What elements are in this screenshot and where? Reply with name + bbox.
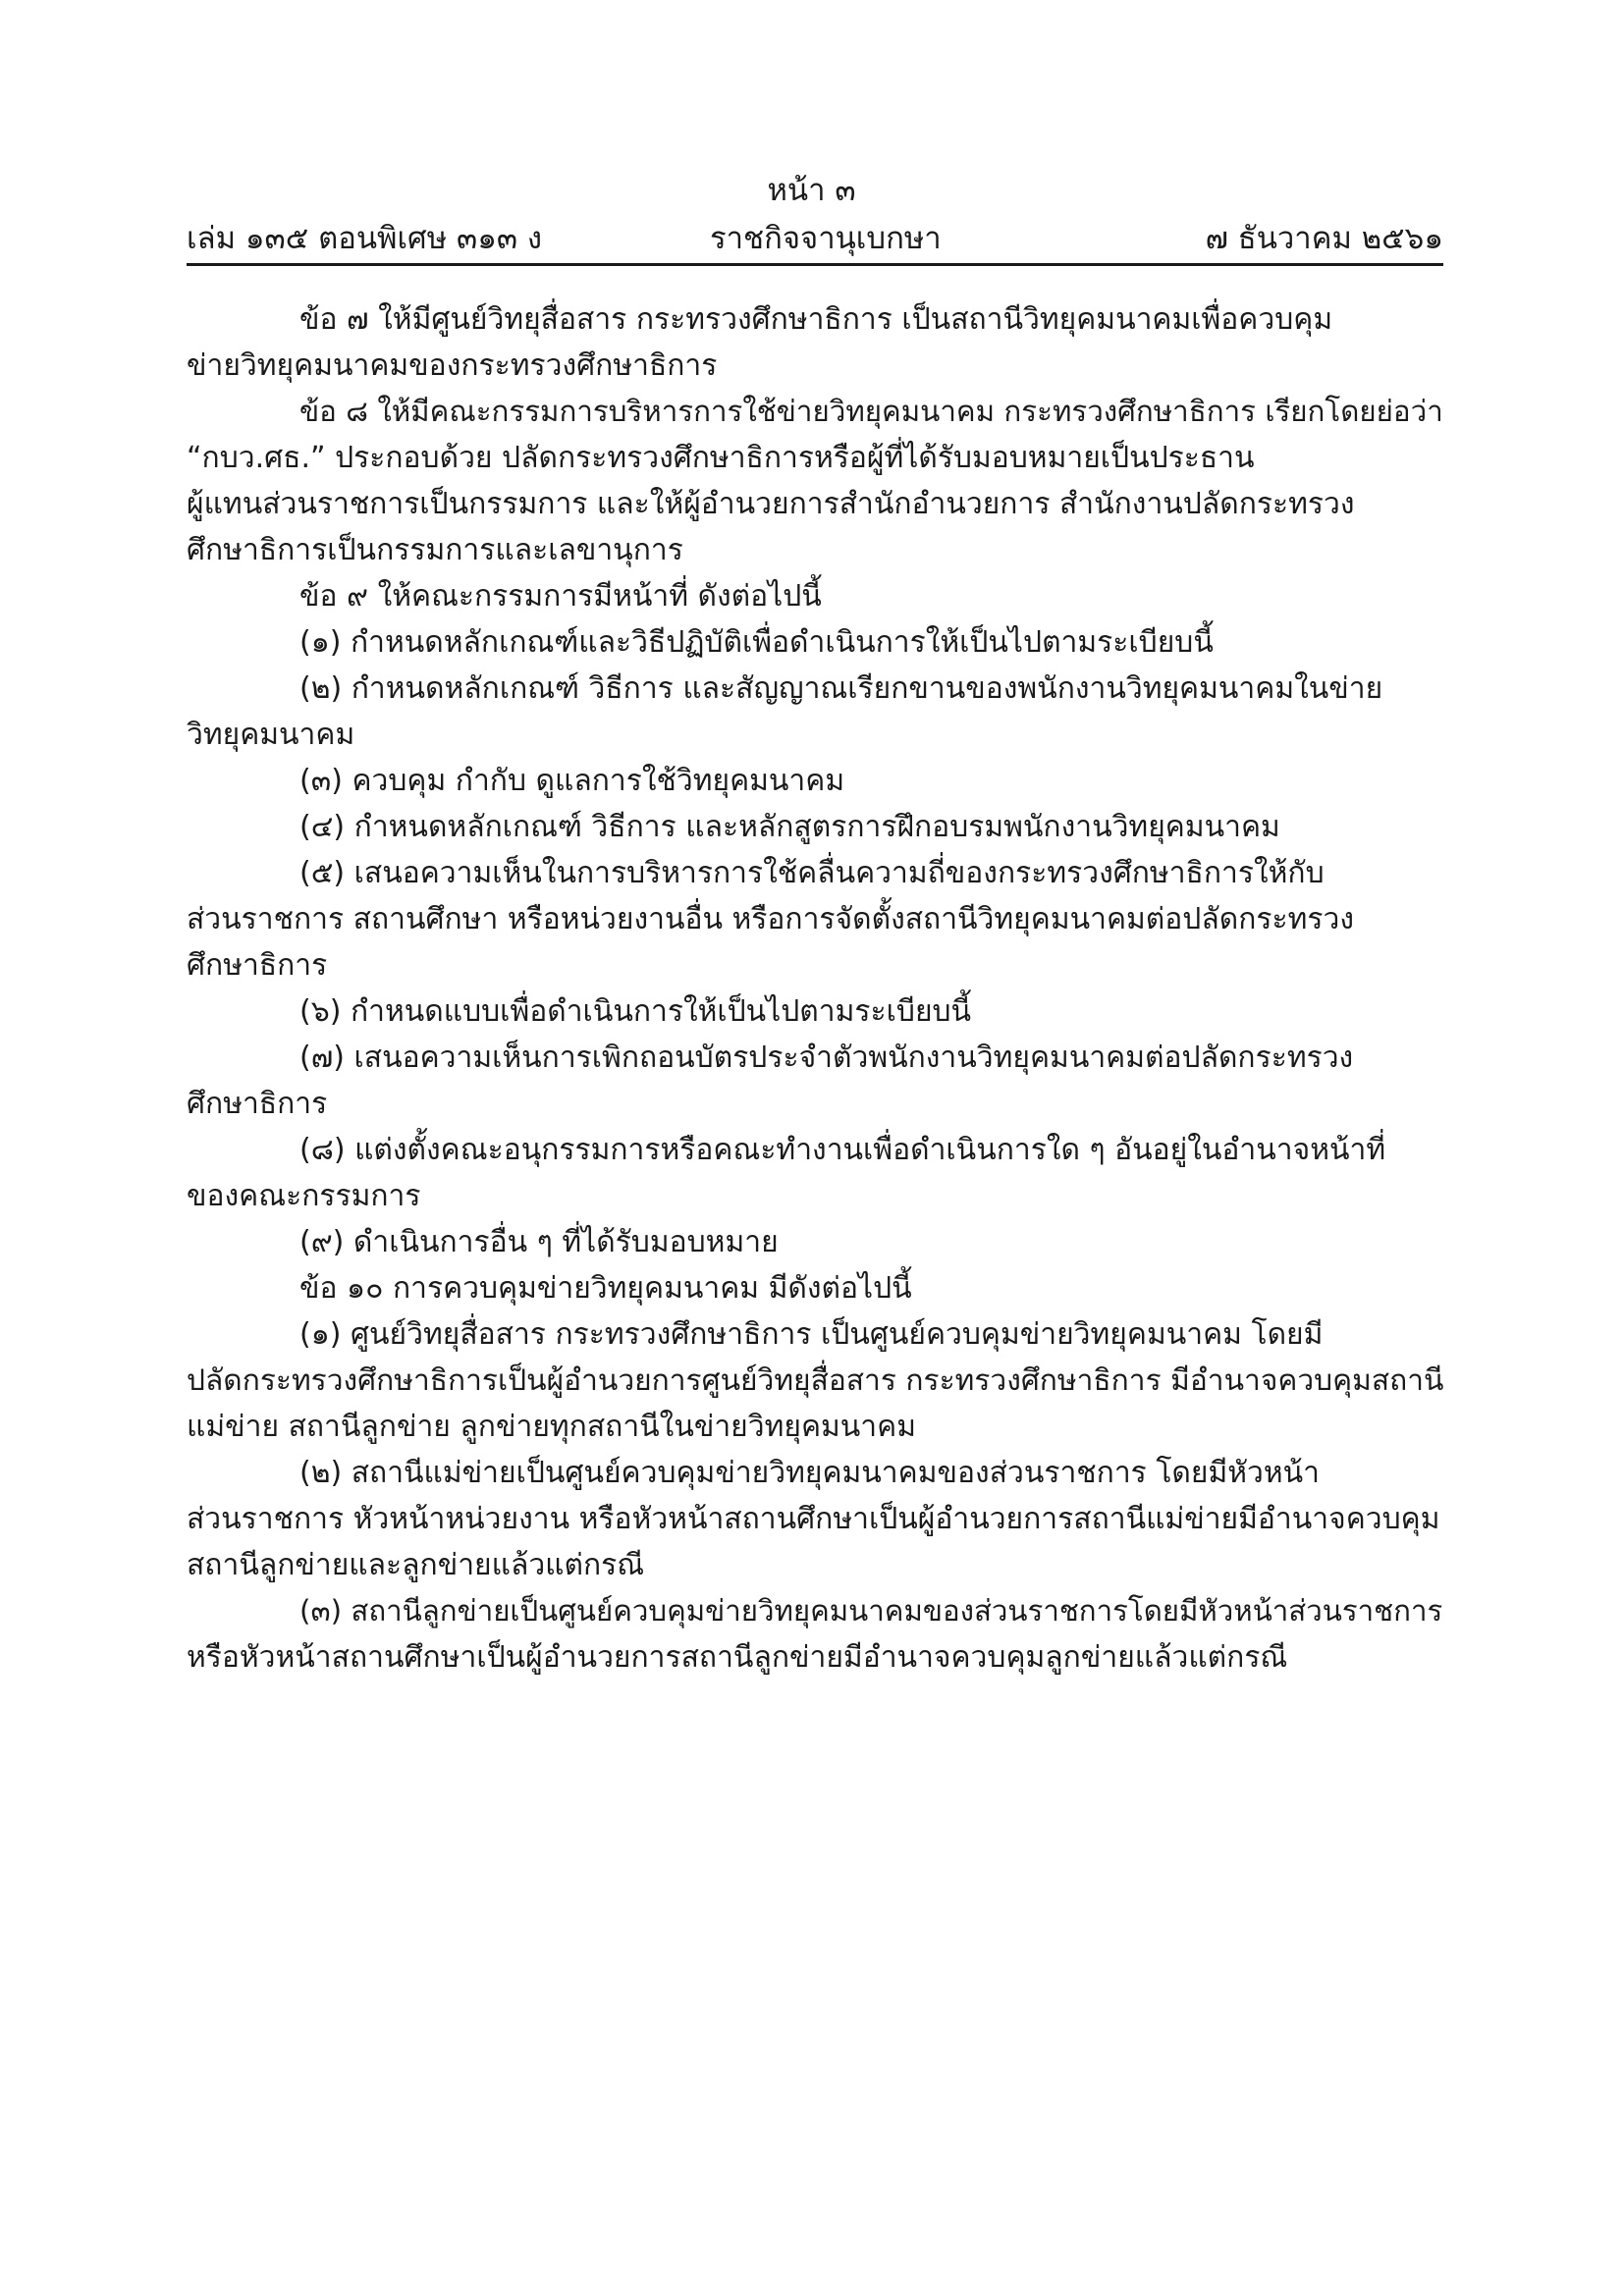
text-line: ข้อ ๙ ให้คณะกรรมการมีหน้าที่ ดังต่อไปนี้ xyxy=(299,579,822,614)
text-line: ข้อ ๘ ให้มีคณะกรรมการบริหารการใช้ข่ายวิทยุคมนาคม กระทรวงศึกษาธิการ เรียกโดยย่อว่า xyxy=(299,395,1443,428)
clause-10-item-1 xyxy=(187,1311,1443,1450)
clause-9-item-9 xyxy=(187,1219,1443,1265)
text-line: ของคณะกรรมการ xyxy=(187,1179,421,1213)
clause-9 xyxy=(187,573,1443,619)
text-line: (๖) กำหนดแบบเพื่อดำเนินการให้เป็นไปตามระเบียบนี้ xyxy=(299,994,972,1029)
clause-10 xyxy=(187,1265,1443,1311)
text-line: (๙) ดำเนินการอื่น ๆ ที่ได้รับมอบหมาย xyxy=(299,1225,779,1259)
running-header xyxy=(187,213,1443,262)
gazette-volume-issue: เล่ม ๑๓๕ ตอนพิเศษ ๓๑๓ ง xyxy=(187,221,543,256)
publication-date: ๗ ธันวาคม ๒๕๖๑ xyxy=(1205,221,1443,256)
text-line: ข้อ ๗ ให้มีศูนย์วิทยุสื่อสาร กระทรวงศึกษาธิการ เป็นสถานีวิทยุคมนาคมเพื่อควบคุม xyxy=(299,302,1333,337)
text-line: แม่ข่าย สถานีลูกข่าย ลูกข่ายทุกสถานีในข่ายวิทยุคมนาคม xyxy=(187,1410,916,1444)
clause-9-item-6 xyxy=(187,988,1443,1035)
text-line: (๔) กำหนดหลักเกณฑ์ วิธีการ และหลักสูตรการฝึกอบรมพนักงานวิทยุคมนาคม xyxy=(299,810,1280,844)
text-line: ส่วนราชการ หัวหน้าหน่วยงาน หรือหัวหน้าสถานศึกษาเป็นผู้อำนวยการสถานีแม่ข่ายมีอำนาจควบคุม xyxy=(187,1502,1440,1536)
text-line: ข้อ ๑๐ การควบคุมข่ายวิทยุคมนาคม มีดังต่อไปนี้ xyxy=(299,1271,912,1306)
text-line: (๒) สถานีแม่ข่ายเป็นศูนย์ควบคุมข่ายวิทยุคมนาคมของส่วนราชการ โดยมีหัวหน้า xyxy=(299,1456,1321,1490)
page-number: หน้า ๓ xyxy=(767,173,856,208)
text-line: สถานีลูกข่ายและลูกข่ายแล้วแต่กรณี xyxy=(187,1548,645,1582)
text-line: ศึกษาธิการ xyxy=(187,1087,328,1121)
text-line: ศึกษาธิการเป็นกรรมการและเลขานุการ xyxy=(187,533,683,567)
clause-9-item-4 xyxy=(187,804,1443,850)
gazette-title: ราชกิจจานุเบกษา xyxy=(710,221,942,256)
text-line: (๓) ควบคุม กำกับ ดูแลการใช้วิทยุคมนาคม xyxy=(299,764,845,798)
text-line: ปลัดกระทรวงศึกษาธิการเป็นผู้อำนวยการศูนย์วิทยุสื่อสาร กระทรวงศึกษาธิการ มีอำนาจควบคุมสถานี xyxy=(187,1363,1444,1398)
clause-7 xyxy=(187,296,1443,389)
text-line: (๒) กำหนดหลักเกณฑ์ วิธีการ และสัญญาณเรียกขานของพนักงานวิทยุคมนาคมในข่าย xyxy=(299,671,1383,706)
text-line: (๕) เสนอความเห็นในการบริหารการใช้คลื่นความถี่ของกระทรวงศึกษาธิการให้กับ xyxy=(299,856,1325,890)
header-divider xyxy=(187,263,1443,266)
clause-9-item-7 xyxy=(187,1035,1443,1127)
text-line: หรือหัวหน้าสถานศึกษาเป็นผู้อำนวยการสถานีลูกข่ายมีอำนาจควบคุมลูกข่ายแล้วแต่กรณี xyxy=(187,1640,1288,1675)
text-line: วิทยุคมนาคม xyxy=(187,718,355,752)
clause-9-item-3 xyxy=(187,758,1443,804)
clause-8 xyxy=(187,389,1443,573)
text-line: (๘) แต่งตั้งคณะอนุกรรมการหรือคณะทำงานเพื่อดำเนินการใด ๆ อันอยู่ในอำนาจหน้าที่ xyxy=(299,1133,1386,1167)
text-line: (๓) สถานีลูกข่ายเป็นศูนย์ควบคุมข่ายวิทยุคมนาคมของส่วนราชการโดยมีหัวหน้าส่วนราชการ xyxy=(299,1594,1443,1628)
clause-9-item-2 xyxy=(187,666,1443,758)
text-line: (๑) กำหนดหลักเกณฑ์และวิธีปฏิบัติเพื่อดำเนินการให้เป็นไปตามระเบียบนี้ xyxy=(299,625,1214,660)
clause-9-item-8 xyxy=(187,1127,1443,1219)
clause-10-item-2 xyxy=(187,1450,1443,1588)
clause-10-item-3 xyxy=(187,1588,1443,1681)
text-line: (๑) ศูนย์วิทยุสื่อสาร กระทรวงศึกษาธิการ เป็นศูนย์ควบคุมข่ายวิทยุคมนาคม โดยมี xyxy=(299,1317,1324,1352)
text-line: ศึกษาธิการ xyxy=(187,948,328,983)
text-line: ผู้แทนส่วนราชการเป็นกรรมการ และให้ผู้อำนวยการสำนักอำนวยการ สำนักงานปลัดกระทรวง xyxy=(187,487,1355,521)
clause-9-item-5 xyxy=(187,850,1443,988)
document-body xyxy=(187,296,1443,1681)
text-line: ข่ายวิทยุคมนาคมของกระทรวงศึกษาธิการ xyxy=(187,348,718,383)
text-line: ส่วนราชการ สถานศึกษา หรือหน่วยงานอื่น หรือการจัดตั้งสถานีวิทยุคมนาคมต่อปลัดกระทรวง xyxy=(187,902,1354,936)
clause-9-item-1 xyxy=(187,619,1443,666)
text-line: “กบว.ศธ.” ประกอบด้วย ปลัดกระทรวงศึกษาธิการหรือผู้ที่ได้รับมอบหมายเป็นประธาน xyxy=(187,441,1255,475)
text-line: (๗) เสนอความเห็นการเพิกถอนบัตรประจำตัวพนักงานวิทยุคมนาคมต่อปลัดกระทรวง xyxy=(299,1041,1354,1075)
